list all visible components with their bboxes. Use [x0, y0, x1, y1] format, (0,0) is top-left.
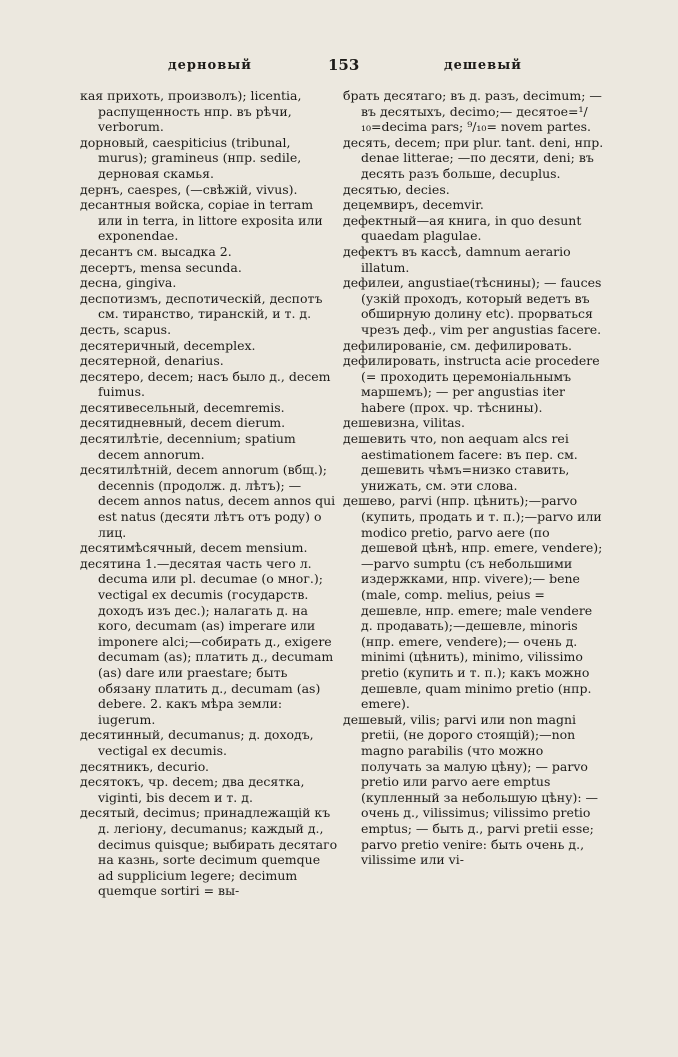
dictionary-entry: дернъ, caespes, (—свѣжій, vivus). [80, 181, 298, 197]
dictionary-entry: дешево, parvi (нпр. цѣнить);—parvo (купить, продать и т. п.);—parvo или modico pretio, parvo aere (по дешевой цѣнѣ, нпр. emere, vendere);—parvo sumptu (съ небольшими издержками, нпр. vivere);— bene (male, comp. melius, peius = дешевле, нпр. emere; male vendere д. продавать);—дешевле, minoris (нпр. emere, vendere);— очень д. minimi (цѣнить), minimo, vilissimo pretio (купить и т. п.); какъ можно дешевле, quam minimo pretio (нпр. emere). [343, 493, 603, 712]
dictionary-entry: десна, gingiva. [80, 275, 177, 291]
dictionary-entry: десятеро, decem; насъ было д., decem fuimus. [80, 368, 331, 400]
dictionary-entry: десятилѣтній, decem annorum (вбщ.); decennis (продолж. д. лѣтъ); — decem annos natus, decem annos qui est natus (десяти лѣтъ отъ роду) о лиц. [80, 462, 336, 540]
dictionary-entry: дешевый, vilis; parvi или non magni pretii, (не дорого стоящій);—non magno parabilis (что можно получать за малую цѣну); — parvo pretio или parvo aere emptus (купленный за небольшую цѣну): — очень д., vilissimus; vilissimo pretio emptus; — быть д., parvi pretii esse; parvo pretio venire: быть очень д., vilissime или vi- [343, 711, 599, 868]
dictionary-entry: десантъ см. высадка 2. [80, 243, 232, 259]
dictionary-entry: десятокъ, чр. decem; два десятка, viginti, bis decem и т. д. [80, 774, 305, 805]
dictionary-entry: дешевить что, non aequam alcs rei aestimationem facere: въ пер. см. дешевить чѣмъ=низко ставить, унижать, см. эти слова. [343, 431, 578, 493]
dictionary-entry: десятинный, decumanus; д. доходъ, vectigal ex decumis. [80, 727, 314, 758]
dictionary-entry: десятью, decies. [343, 181, 450, 197]
header-left-guide-word: дерновый [168, 58, 252, 73]
page-number: 153 [328, 56, 360, 74]
dictionary-entry: дефектъ въ кассѣ, damnum aerario illatum. [343, 243, 571, 275]
dictionary-entry: десятина 1.—десятая часть чего л. decuma или pl. decumae (о мног.); vectigal ex decumis (государств. доходъ изъ дес.); налагать д. на кого, decumam (as) imperare или imponere alci;—собирать д., exigere decumam (as); платить д., decumam (as) dare или praestare; быть обязану платить д., decumam (as) debere. 2. какъ мѣра земли: iugerum. [80, 555, 334, 727]
dictionary-entry: десятый, decimus; принадлежащій къ д. легіону, decumanus; каждый д., decimus quisque; выбирать десятаго на казнь, sorte decimum quemque ad supplicium legere; decimum quemque sortiri = вы- [80, 805, 338, 899]
dictionary-entry: десять, decem; при plur. tant. deni, нпр. denae litterae; —по десяти, deni; въ десять разъ больше, decuplus. [343, 134, 604, 181]
dictionary-entry: брать десятаго; въ д. разъ, decimum; — въ десятыхъ, decimo;— десятое=¹/₁₀=decima pars; ⁹/₁₀= novem partes. [343, 88, 602, 135]
dictionary-entry: десятивесельный, decemremis. [80, 399, 285, 415]
left-column [80, 88, 338, 899]
dictionary-entry: дешевизна, vilitas. [343, 415, 465, 431]
dictionary-entry: деспотизмъ, деспотическій, деспотъ см. тиранство, тиранскій, и т. д. [80, 290, 323, 322]
dictionary-entry: дорновый, caespiticius (tribunal, murus); gramineus (нпр. sedile, дерновая скамья. [80, 134, 302, 181]
page-header [0, 58, 678, 82]
dictionary-entry: десятникъ, decurio. [80, 758, 209, 774]
dictionary-entry: дефилированіе, см. дефилировать. [343, 337, 573, 353]
dictionary-entry: кая прихоть, произволъ); licentia, распущенность нпр. въ рѣчи, verborum. [80, 88, 302, 135]
dictionary-entry: десертъ, mensa secunda. [80, 259, 242, 275]
dictionary-entry: десятилѣтіе, decennium; spatium decem annorum. [80, 431, 296, 462]
dictionary-entry: десятеричный, decemplex. [80, 337, 256, 353]
dictionary-entry: децемвиръ, decemvir. [343, 197, 484, 213]
header-right-guide-word: дешевый [444, 58, 522, 73]
dictionary-entry: десантныя войска, copiae in terram или in terra, in littore exposita или exponendae. [80, 197, 323, 244]
dictionary-entry: дефектный—ая книга, in quo desunt quaedam plagulae. [343, 212, 582, 244]
dictionary-entry: дефилировать, instructa acie procedere (= проходить церемоніальнымъ маршемъ); — per angustias iter habere (прох. чр. тѣснины). [343, 353, 600, 415]
dictionary-entry: десть, scapus. [80, 321, 172, 337]
dictionary-entry: десятидневный, decem dierum. [80, 415, 286, 431]
dictionary-entry: дефилеи, angustiae(тѣснины); — fauces (узкій проходъ, который ведетъ въ обширную долину etc). прорваться чрезъ деф., vim per angustias facere. [343, 275, 602, 337]
dictionary-entry: десятерной, denarius. [80, 353, 224, 369]
dictionary-entry: десятимѣсячный, decem mensium. [80, 540, 308, 556]
right-column [343, 88, 605, 868]
